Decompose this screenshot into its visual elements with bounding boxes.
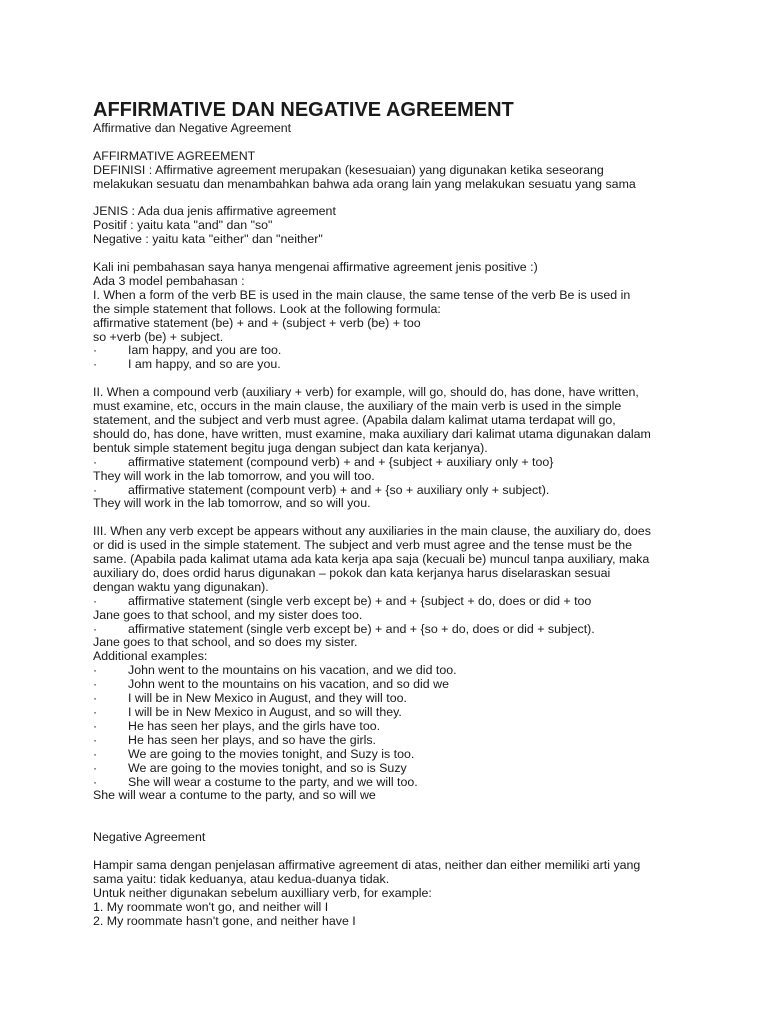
- bullet-text: I will be in New Mexico in August, and they will too.: [128, 691, 407, 706]
- text-line: the simple statement that follows. Look at the following formula:: [93, 301, 441, 316]
- bullet-item: [93, 706, 693, 720]
- document-body: [93, 122, 693, 928]
- document-title: AFFIRMATIVE DAN NEGATIVE AGREEMENT: [93, 99, 514, 121]
- blank-line: [93, 192, 693, 206]
- bullet-text: We are going to the movies tonight, and so is Suzy: [128, 760, 407, 775]
- text-line: They will work in the lab tomorrow, and you will too.: [93, 468, 375, 483]
- bullet-text: She will wear a costume to the party, and we will too.: [128, 774, 418, 789]
- text-line: AFFIRMATIVE AGREEMENT: [93, 148, 256, 163]
- text-line: should do, has done, have written, must examine, maka auxiliary dari kalimat utama digunakan dalam: [93, 426, 651, 441]
- bullet-symbol: ·: [93, 774, 98, 789]
- bullet-item: [93, 734, 693, 748]
- text-line: 1. My roommate won't go, and neither will I: [93, 899, 329, 914]
- blank-line: [93, 845, 693, 859]
- text-line: Ada 3 model pembahasan :: [93, 273, 245, 288]
- blank-line: [93, 372, 693, 386]
- text-line: Jane goes to that school, and so does my sister.: [93, 635, 358, 650]
- text-line: II. When a compound verb (auxiliary + verb) for example, will go, should do, has done, have written,: [93, 385, 639, 400]
- bullet-symbol: ·: [93, 343, 98, 358]
- bullet-symbol: ·: [93, 746, 98, 761]
- text-line: sama yaitu: tidak keduanya, atau kedua-duanya tidak.: [93, 871, 390, 886]
- bullet-item: [93, 484, 693, 498]
- bullet-item: [93, 720, 693, 734]
- text-line: must examine, etc, occurs in the main clause, the auxiliary of the main verb is used in the simple: [93, 399, 622, 414]
- bullet-text: affirmative statement (single verb except be) + and + {so + do, does or did + subject).: [128, 621, 595, 636]
- bullet-text: affirmative statement (compount verb) + and + {so + auxiliary only + subject).: [128, 482, 550, 497]
- text-line: dengan waktu yang digunakan).: [93, 579, 269, 594]
- bullet-symbol: ·: [93, 357, 98, 372]
- text-line: DEFINISI : Affirmative agreement merupakan (kesesuaian) yang digunakan ketika seseorang: [93, 162, 604, 177]
- bullet-symbol: ·: [93, 593, 98, 608]
- bullet-symbol: ·: [93, 621, 98, 636]
- text-line: I. When a form of the verb BE is used in the main clause, the same tense of the verb Be is used in: [93, 287, 631, 302]
- bullet-symbol: ·: [93, 482, 98, 497]
- blank-line: [93, 136, 693, 150]
- text-line: or did is used in the simple statement. The subject and verb must agree and the tense must be the: [93, 538, 633, 553]
- bullet-item: [93, 344, 693, 358]
- text-line: melakukan sesuatu dan menambahkan bahwa ada orang lain yang melakukan sesuatu yang sama: [93, 176, 636, 191]
- bullet-text: I will be in New Mexico in August, and so will they.: [128, 704, 402, 719]
- text-line: Additional examples:: [93, 649, 208, 664]
- blank-line: [93, 817, 693, 831]
- text-line: so +verb (be) + subject.: [93, 329, 224, 344]
- text-line: same. (Apabila pada kalimat utama ada kata kerja apa saja (kecuali be) muncul tanpa auxiliary, maka: [93, 552, 650, 567]
- bullet-text: I am happy, and so are you.: [128, 357, 281, 372]
- text-line: bentuk simple statement begitu juga dengan subject dan kata kerjanya).: [93, 440, 488, 455]
- text-line: 2. My roommate hasn't gone, and neither have I: [93, 913, 356, 928]
- bullet-item: [93, 358, 693, 372]
- text-line: They will work in the lab tomorrow, and so will you.: [93, 496, 371, 511]
- bullet-text: affirmative statement (single verb except be) + and + {subject + do, does or did + too: [128, 593, 592, 608]
- text-line: III. When any verb except be appears without any auxiliaries in the main clause, the auxiliary do, does: [93, 524, 651, 539]
- text-line: Kali ini pembahasan saya hanya mengenai affirmative agreement jenis positive :): [93, 260, 538, 275]
- text-line: auxiliary do, does ordid harus digunakan – pokok dan kata kerjanya harus diselaraskan sesuai: [93, 565, 611, 580]
- bullet-item: [93, 623, 693, 637]
- bullet-item: [93, 595, 693, 609]
- bullet-item: [93, 762, 693, 776]
- bullet-symbol: ·: [93, 704, 98, 719]
- bullet-symbol: ·: [93, 691, 98, 706]
- text-line: Jane goes to that school, and my sister does too.: [93, 607, 363, 622]
- document-page: [93, 98, 693, 928]
- text-line: Untuk neither digunakan sebelum auxilliary verb, for example:: [93, 885, 432, 900]
- text-line: Negative : yaitu kata "either" dan "neither": [93, 232, 323, 247]
- bullet-item: [93, 456, 693, 470]
- text-line: affirmative statement (be) + and + (subject + verb (be) + too: [93, 315, 421, 330]
- text-line: JENIS : Ada dua jenis affirmative agreement: [93, 204, 336, 219]
- text-line: Negative Agreement: [93, 830, 206, 845]
- bullet-text: affirmative statement (compound verb) + and + {subject + auxiliary only + too}: [128, 454, 554, 469]
- bullet-item: [93, 776, 693, 790]
- bullet-item: [93, 692, 693, 706]
- text-line: statement, and the subject and verb must agree. (Apabila dalam kalimat utama terdapat will go,: [93, 412, 616, 427]
- text-line: Affirmative dan Negative Agreement: [93, 121, 292, 135]
- bullet-item: [93, 748, 693, 762]
- text-line: Hampir sama dengan penjelasan affirmative agreement di atas, neither dan either memiliki arti yang: [93, 857, 641, 872]
- bullet-text: John went to the mountains on his vacation, and so did we: [128, 677, 449, 692]
- bullet-text: He has seen her plays, and the girls have too.: [128, 718, 381, 733]
- text-line: She will wear a contume to the party, and so will we: [93, 788, 376, 803]
- bullet-text: Iam happy, and you are too.: [128, 343, 282, 358]
- bullet-text: He has seen her plays, and so have the girls.: [128, 732, 376, 747]
- bullet-item: [93, 664, 693, 678]
- bullet-symbol: ·: [93, 454, 98, 469]
- bullet-symbol: ·: [93, 760, 98, 775]
- bullet-text: John went to the mountains on his vacation, and we did too.: [128, 663, 457, 678]
- bullet-item: [93, 678, 693, 692]
- bullet-text: We are going to the movies tonight, and Suzy is too.: [128, 746, 415, 761]
- bullet-symbol: ·: [93, 732, 98, 747]
- bullet-symbol: ·: [93, 718, 98, 733]
- blank-line: [93, 511, 693, 525]
- bullet-symbol: ·: [93, 677, 98, 692]
- bullet-symbol: ·: [93, 663, 98, 678]
- blank-line: [93, 247, 693, 261]
- blank-line: [93, 803, 693, 817]
- text-line: Positif : yaitu kata "and" dan "so": [93, 218, 273, 233]
